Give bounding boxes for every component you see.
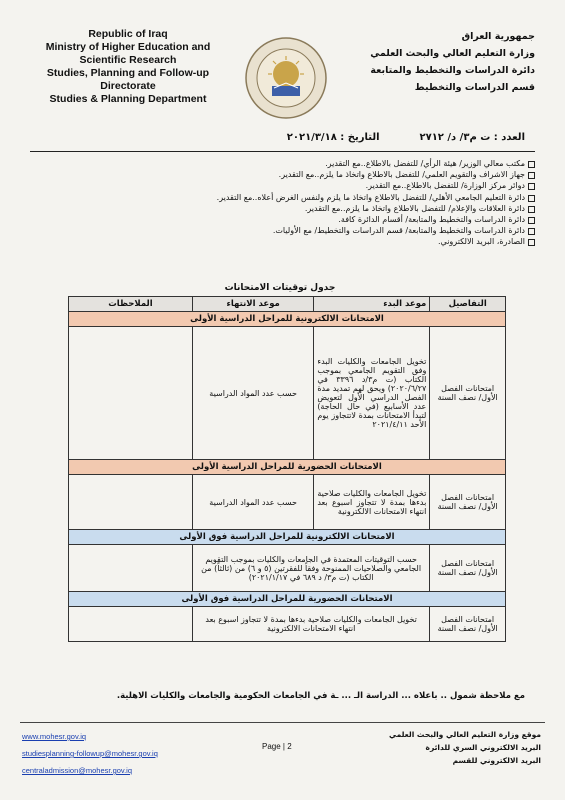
- end-cell: حسب عدد المواد الدراسية: [192, 475, 313, 530]
- footer-links: [22, 728, 272, 779]
- header-ar-line: وزارة التعليم العالي والبحث العلمي: [370, 48, 535, 59]
- header-ar-line: جمهورية العراق: [461, 31, 535, 42]
- details-cell: امتحانات الفصل الأول/ نصف السنة: [430, 475, 506, 530]
- table-header-row: [69, 297, 506, 312]
- footer-ar-line: البريد الالكتروني السري للدائرة: [425, 743, 541, 752]
- footer-ar-line: البريد الالكتروني للقسم: [452, 756, 541, 765]
- table-row: [69, 475, 506, 530]
- header-en-line: Directorate: [100, 80, 156, 92]
- start-cell: تخويل الجامعات والكليات البدء وفق التقويم الجامعي بموجب الكتاب (ت م٣/د ٣٣٩٦ في ٢٠٢٠/٦/٢٧) ويحق لهم تمديد مدة الفصل الدراسي الأول لتعويض عدد الأسابيع (في حال الحاجة) لتبدأ الامتحانات بمدة لاتتجاوز يوم الأحد ٢٠٢١/٤/١١: [314, 327, 430, 460]
- distribution-item: دائرة الدراسات والتخطيط والمتابعة/ قسم الدراسات والتخطيط/ مع الأوليات.: [65, 225, 535, 236]
- reference-number: العدد : ت م٣/ د/ ٢٧١٢: [419, 132, 525, 143]
- directorate-email-link[interactable]: studiesplanning-followup@mohesr.gov.iq: [22, 749, 158, 758]
- footer-ar-line: موقع وزارة التعليم العالي والبحث العلمي: [388, 730, 541, 739]
- details-cell: امتحانات الفصل الأول/ نصف السنة: [430, 545, 506, 592]
- start-cell: تخويل الجامعات والكليات صلاحية بدءها بمدة لا تتجاوز اسبوع بعد انتهاء الامتحانات الالكترونية: [314, 475, 430, 530]
- merged-timing-cell: حسب التوقيتات المعتمدة في الجامعات والكليات بموجب التقويم الجامعي والصلاحيات الممنوحة وفقاً للفقرتين (٥ و ٦) من (ثالثاً) من الكتاب (ت م٣/ د ٦٨٩ في ٢٠٢١/١/١٧): [192, 545, 429, 592]
- header-en-line: Studies, Planning and Follow-up: [46, 67, 210, 79]
- column-header: موعد البدء: [314, 297, 430, 312]
- header-en-line: Ministry of Higher Education and: [45, 41, 211, 53]
- distribution-item: جهاز الاشراف والتقويم العلمي/ للتفضل بالاطلاع واتخاذ ما يلزم..مع التقدير.: [65, 169, 535, 180]
- distribution-item: دائرة العلاقات والإعلام/ للتفضل بالاطلاع واتخاذ ما يلزم..مع التقدير.: [65, 203, 535, 214]
- header-en-line: Scientific Research: [79, 54, 177, 66]
- website-link[interactable]: www.mohesr.gov.iq: [22, 732, 87, 741]
- section-title: الامتحانات الحضورية للمراحل الدراسية فوق الأولى: [69, 592, 506, 607]
- distribution-item: دائرة الدراسات والتخطيط والمتابعة/ أقسام الدائرة كافة.: [65, 214, 535, 225]
- notes-cell: [69, 327, 193, 460]
- exam-schedule-table: [68, 296, 506, 642]
- footer-arabic: [371, 728, 541, 767]
- section-row: [69, 530, 506, 545]
- section-row: [69, 312, 506, 327]
- header-english: [28, 28, 228, 106]
- distribution-item: الصادرة، البريد الالكتروني.: [65, 236, 535, 247]
- header-en-line: Studies & Planning Department: [49, 93, 207, 105]
- distribution-item: دائرة التعليم الجامعي الأهلي/ للتفضل بالاطلاع واتخاذ ما يلزم ولنفس الغرض أعلاه..مع التقدير.: [65, 192, 535, 203]
- distribution-item: مكتب معالي الوزير/ هيئة الرأي/ للتفضل بالاطلاع..مع التقدير.: [65, 158, 535, 169]
- department-email-link[interactable]: centraladmission@mohesr.gov.iq: [22, 766, 133, 775]
- section-title: الامتحانات الالكترونية للمراحل الدراسية الأولى: [69, 312, 506, 327]
- notes-cell: [69, 545, 193, 592]
- header-en-line: Republic of Iraq: [88, 28, 168, 40]
- merged-timing-cell: تخويل الجامعات والكليات صلاحية بدءها بمدة لا تتجاوز اسبوع بعد انتهاء الامتحانات الالكترونية: [192, 607, 429, 642]
- section-title: الامتحانات الالكترونية للمراحل الدراسية فوق الأولى: [69, 530, 506, 545]
- section-title: الامتحانات الحضورية للمراحل الدراسية الأولى: [69, 460, 506, 475]
- distribution-list: [65, 158, 535, 248]
- footer-divider: [20, 722, 545, 723]
- header-arabic: [345, 28, 535, 96]
- reference-date: التاريخ : ٢٠٢١/٣/١٨: [286, 132, 380, 143]
- notes-cell: [69, 607, 193, 642]
- details-cell: امتحانات الفصل الأول/ نصف السنة: [430, 607, 506, 642]
- reference-row: [40, 132, 525, 143]
- closing-note: مع ملاحظة شمول .. باعلاه ... الدراسة الـ ... ـة في الجامعات الحكومية والجامعات والكليات الاهلية.: [116, 691, 525, 701]
- table-row: [69, 545, 506, 592]
- distribution-item: دوائر مركز الوزارة/ للتفضل بالاطلاع..مع التقدير.: [65, 180, 535, 191]
- table-row: [69, 607, 506, 642]
- table-row: [69, 327, 506, 460]
- header-ar-line: دائرة الدراسات والتخطيط والمتابعة: [370, 65, 535, 76]
- table-title: جدول توقيتات الامتحانات: [224, 283, 336, 293]
- column-header: الملاحظات: [69, 297, 193, 312]
- details-cell: امتحانات الفصل الأول/ نصف السنة: [430, 327, 506, 460]
- page-number: Page | 2: [262, 742, 292, 751]
- column-header: التفاصيل: [430, 297, 506, 312]
- end-cell: حسب عدد المواد الدراسية: [192, 327, 313, 460]
- header-divider: [30, 151, 535, 152]
- section-row: [69, 592, 506, 607]
- ministry-logo: [244, 36, 328, 120]
- section-row: [69, 460, 506, 475]
- header-ar-line: قسم الدراسات والتخطيط: [414, 82, 535, 93]
- column-header: موعد الانتهاء: [192, 297, 313, 312]
- notes-cell: [69, 475, 193, 530]
